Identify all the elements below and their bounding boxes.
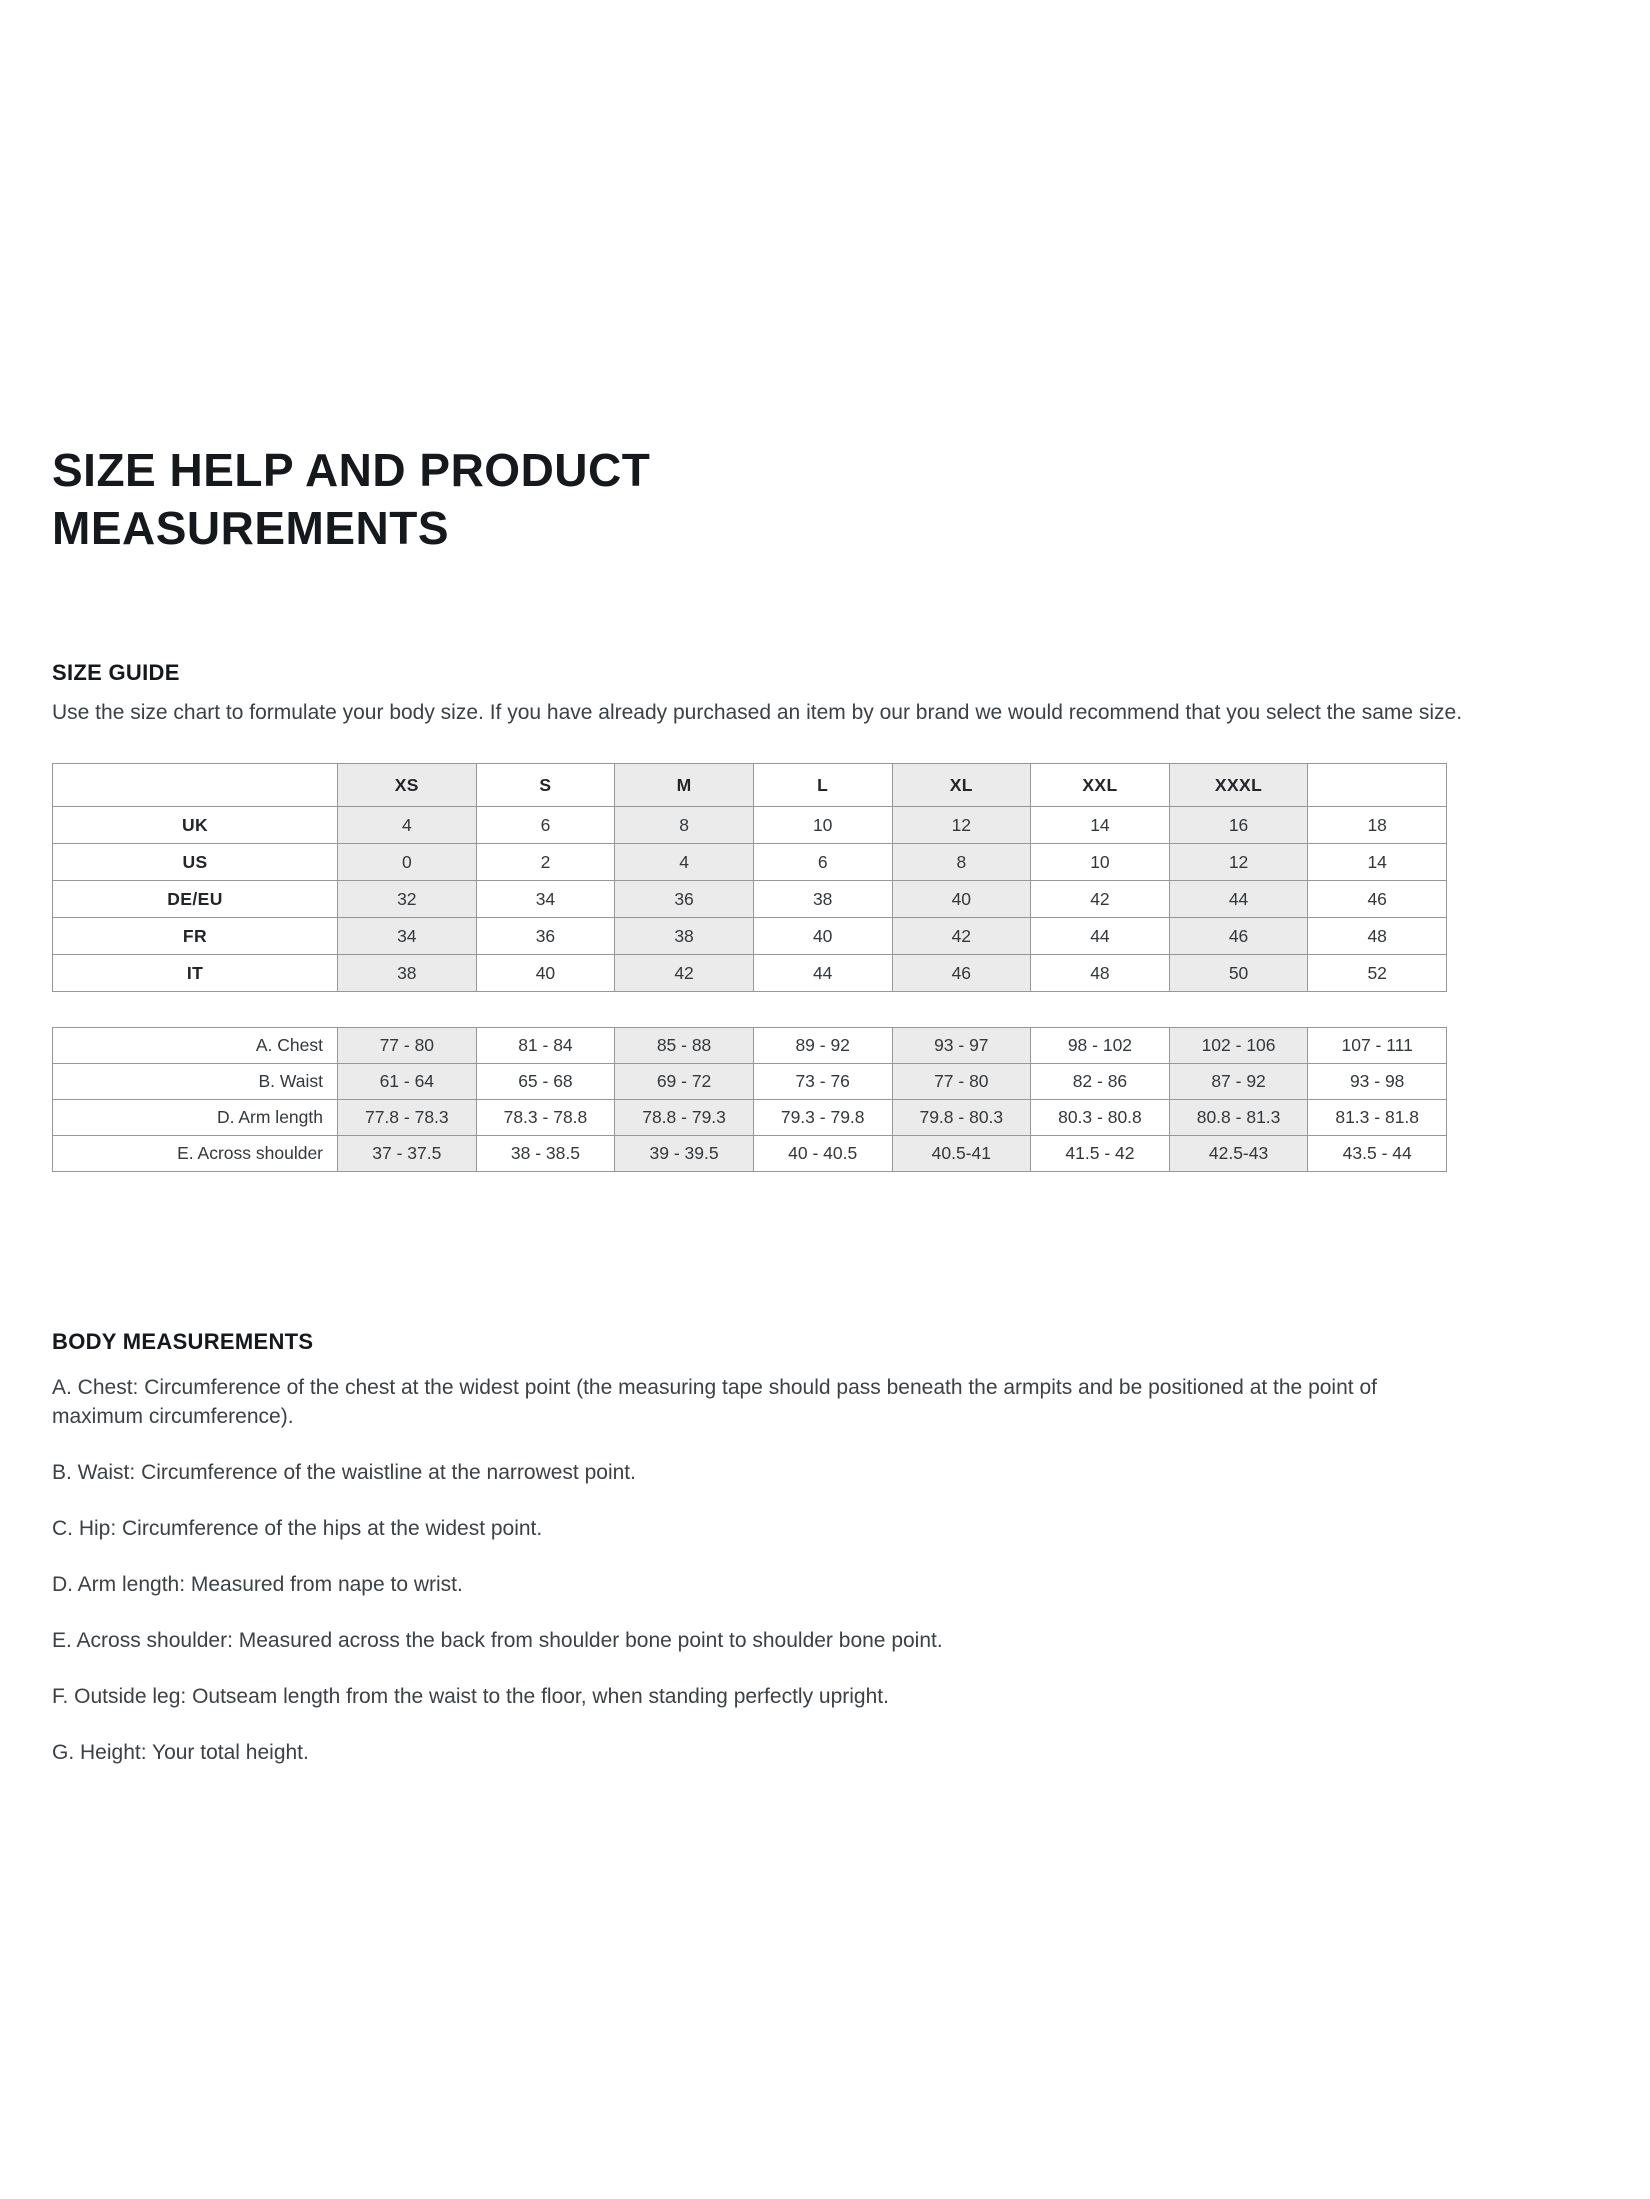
value-cell: 14: [1031, 807, 1170, 844]
value-cell: 14: [1308, 844, 1447, 881]
size-column-header: XXXL: [1169, 764, 1308, 807]
table-row: [53, 918, 1447, 955]
value-cell: 8: [615, 807, 754, 844]
value-cell: 44: [1031, 918, 1170, 955]
value-cell: 48: [1308, 918, 1447, 955]
value-cell: 69 - 72: [615, 1064, 754, 1100]
value-cell: 39 - 39.5: [615, 1136, 754, 1172]
table-row: [53, 955, 1447, 992]
value-cell: 40 - 40.5: [753, 1136, 892, 1172]
table-row: [53, 844, 1447, 881]
value-cell: 44: [753, 955, 892, 992]
value-cell: 79.3 - 79.8: [753, 1100, 892, 1136]
page-title: SIZE HELP AND PRODUCT MEASUREMENTS: [52, 444, 651, 554]
product-measurements-table: [52, 1027, 1447, 1172]
value-cell: 10: [753, 807, 892, 844]
value-cell: 8: [892, 844, 1031, 881]
value-cell: 18: [1308, 807, 1447, 844]
value-cell: 46: [1169, 918, 1308, 955]
row-label-cell: B. Waist: [53, 1064, 338, 1100]
value-cell: 6: [476, 807, 615, 844]
value-cell: 93 - 97: [892, 1028, 1031, 1064]
table-row: [53, 1028, 1447, 1064]
value-cell: 61 - 64: [338, 1064, 477, 1100]
value-cell: 98 - 102: [1031, 1028, 1170, 1064]
value-cell: 89 - 92: [753, 1028, 892, 1064]
value-cell: 46: [1308, 881, 1447, 918]
value-cell: 40: [476, 955, 615, 992]
value-cell: 80.3 - 80.8: [1031, 1100, 1170, 1136]
value-cell: 42.5-43: [1169, 1136, 1308, 1172]
table-row: [53, 1064, 1447, 1100]
size-column-header: [1308, 764, 1447, 807]
size-guide-section: [52, 659, 1609, 1172]
value-cell: 81.3 - 81.8: [1308, 1100, 1447, 1136]
value-cell: 50: [1169, 955, 1308, 992]
table-row: [53, 807, 1447, 844]
value-cell: 77 - 80: [338, 1028, 477, 1064]
table-row: [53, 881, 1447, 918]
value-cell: 37 - 37.5: [338, 1136, 477, 1172]
size-column-header: XXL: [1031, 764, 1170, 807]
row-label-cell: A. Chest: [53, 1028, 338, 1064]
value-cell: 10: [1031, 844, 1170, 881]
value-cell: 48: [1031, 955, 1170, 992]
value-cell: 85 - 88: [615, 1028, 754, 1064]
value-cell: 80.8 - 81.3: [1169, 1100, 1308, 1136]
value-cell: 36: [476, 918, 615, 955]
body-measurement-item: E. Across shoulder: Measured across the back from shoulder bone point to shoulder bone point.: [52, 1629, 943, 1652]
value-cell: 12: [1169, 844, 1308, 881]
value-cell: 36: [615, 881, 754, 918]
value-cell: 38: [753, 881, 892, 918]
value-cell: 2: [476, 844, 615, 881]
value-cell: 81 - 84: [476, 1028, 615, 1064]
value-cell: 65 - 68: [476, 1064, 615, 1100]
value-cell: 73 - 76: [753, 1064, 892, 1100]
body-measurement-item: G. Height: Your total height.: [52, 1741, 309, 1764]
body-measurement-item: D. Arm length: Measured from nape to wrist.: [52, 1573, 463, 1596]
value-cell: 40.5-41: [892, 1136, 1031, 1172]
value-cell: 102 - 106: [1169, 1028, 1308, 1064]
size-column-header: XS: [338, 764, 477, 807]
value-cell: 40: [753, 918, 892, 955]
value-cell: 0: [338, 844, 477, 881]
value-cell: 4: [615, 844, 754, 881]
value-cell: 44: [1169, 881, 1308, 918]
table-row: [53, 1100, 1447, 1136]
size-column-header: L: [753, 764, 892, 807]
row-label-cell: D. Arm length: [53, 1100, 338, 1136]
size-guide-heading: SIZE GUIDE: [52, 660, 180, 685]
size-column-header: S: [476, 764, 615, 807]
body-measurement-item: F. Outside leg: Outseam length from the waist to the floor, when standing perfectly upright.: [52, 1685, 889, 1708]
table-header-row: [53, 764, 1447, 807]
value-cell: 46: [892, 955, 1031, 992]
row-label-cell: UK: [53, 807, 338, 844]
value-cell: 107 - 111: [1308, 1028, 1447, 1064]
row-label-cell: DE/EU: [53, 881, 338, 918]
row-label-cell: US: [53, 844, 338, 881]
value-cell: 38: [338, 955, 477, 992]
value-cell: 12: [892, 807, 1031, 844]
size-column-header: XL: [892, 764, 1031, 807]
value-cell: 42: [1031, 881, 1170, 918]
body-measurements-section: [52, 1328, 1609, 1767]
value-cell: 77.8 - 78.3: [338, 1100, 477, 1136]
value-cell: 52: [1308, 955, 1447, 992]
value-cell: 40: [892, 881, 1031, 918]
row-label-cell: E. Across shoulder: [53, 1136, 338, 1172]
table-corner-cell: [53, 764, 338, 807]
body-measurements-list: [52, 1373, 1609, 1767]
value-cell: 38 - 38.5: [476, 1136, 615, 1172]
value-cell: 93 - 98: [1308, 1064, 1447, 1100]
value-cell: 42: [892, 918, 1031, 955]
size-column-header: M: [615, 764, 754, 807]
row-label-cell: FR: [53, 918, 338, 955]
value-cell: 4: [338, 807, 477, 844]
size-guide-description: Use the size chart to formulate your body size. If you have already purchased an item by our brand we would recommend that you select the same size.: [52, 701, 1463, 724]
value-cell: 38: [615, 918, 754, 955]
value-cell: 82 - 86: [1031, 1064, 1170, 1100]
value-cell: 78.8 - 79.3: [615, 1100, 754, 1136]
body-measurement-item: C. Hip: Circumference of the hips at the widest point.: [52, 1517, 543, 1540]
value-cell: 77 - 80: [892, 1064, 1031, 1100]
value-cell: 79.8 - 80.3: [892, 1100, 1031, 1136]
table-row: [53, 1136, 1447, 1172]
value-cell: 78.3 - 78.8: [476, 1100, 615, 1136]
row-label-cell: IT: [53, 955, 338, 992]
value-cell: 42: [615, 955, 754, 992]
value-cell: 41.5 - 42: [1031, 1136, 1170, 1172]
value-cell: 34: [476, 881, 615, 918]
value-cell: 43.5 - 44: [1308, 1136, 1447, 1172]
body-measurement-item: A. Chest: Circumference of the chest at the widest point (the measuring tape should pass beneath the armpits and be positioned at the point of maximum circumference).: [52, 1376, 1377, 1428]
body-measurement-item: B. Waist: Circumference of the waistline at the narrowest point.: [52, 1461, 636, 1484]
value-cell: 6: [753, 844, 892, 881]
value-cell: 87 - 92: [1169, 1064, 1308, 1100]
value-cell: 16: [1169, 807, 1308, 844]
size-conversion-table: [52, 763, 1447, 992]
body-measurements-heading: BODY MEASUREMENTS: [52, 1329, 314, 1354]
value-cell: 32: [338, 881, 477, 918]
value-cell: 34: [338, 918, 477, 955]
